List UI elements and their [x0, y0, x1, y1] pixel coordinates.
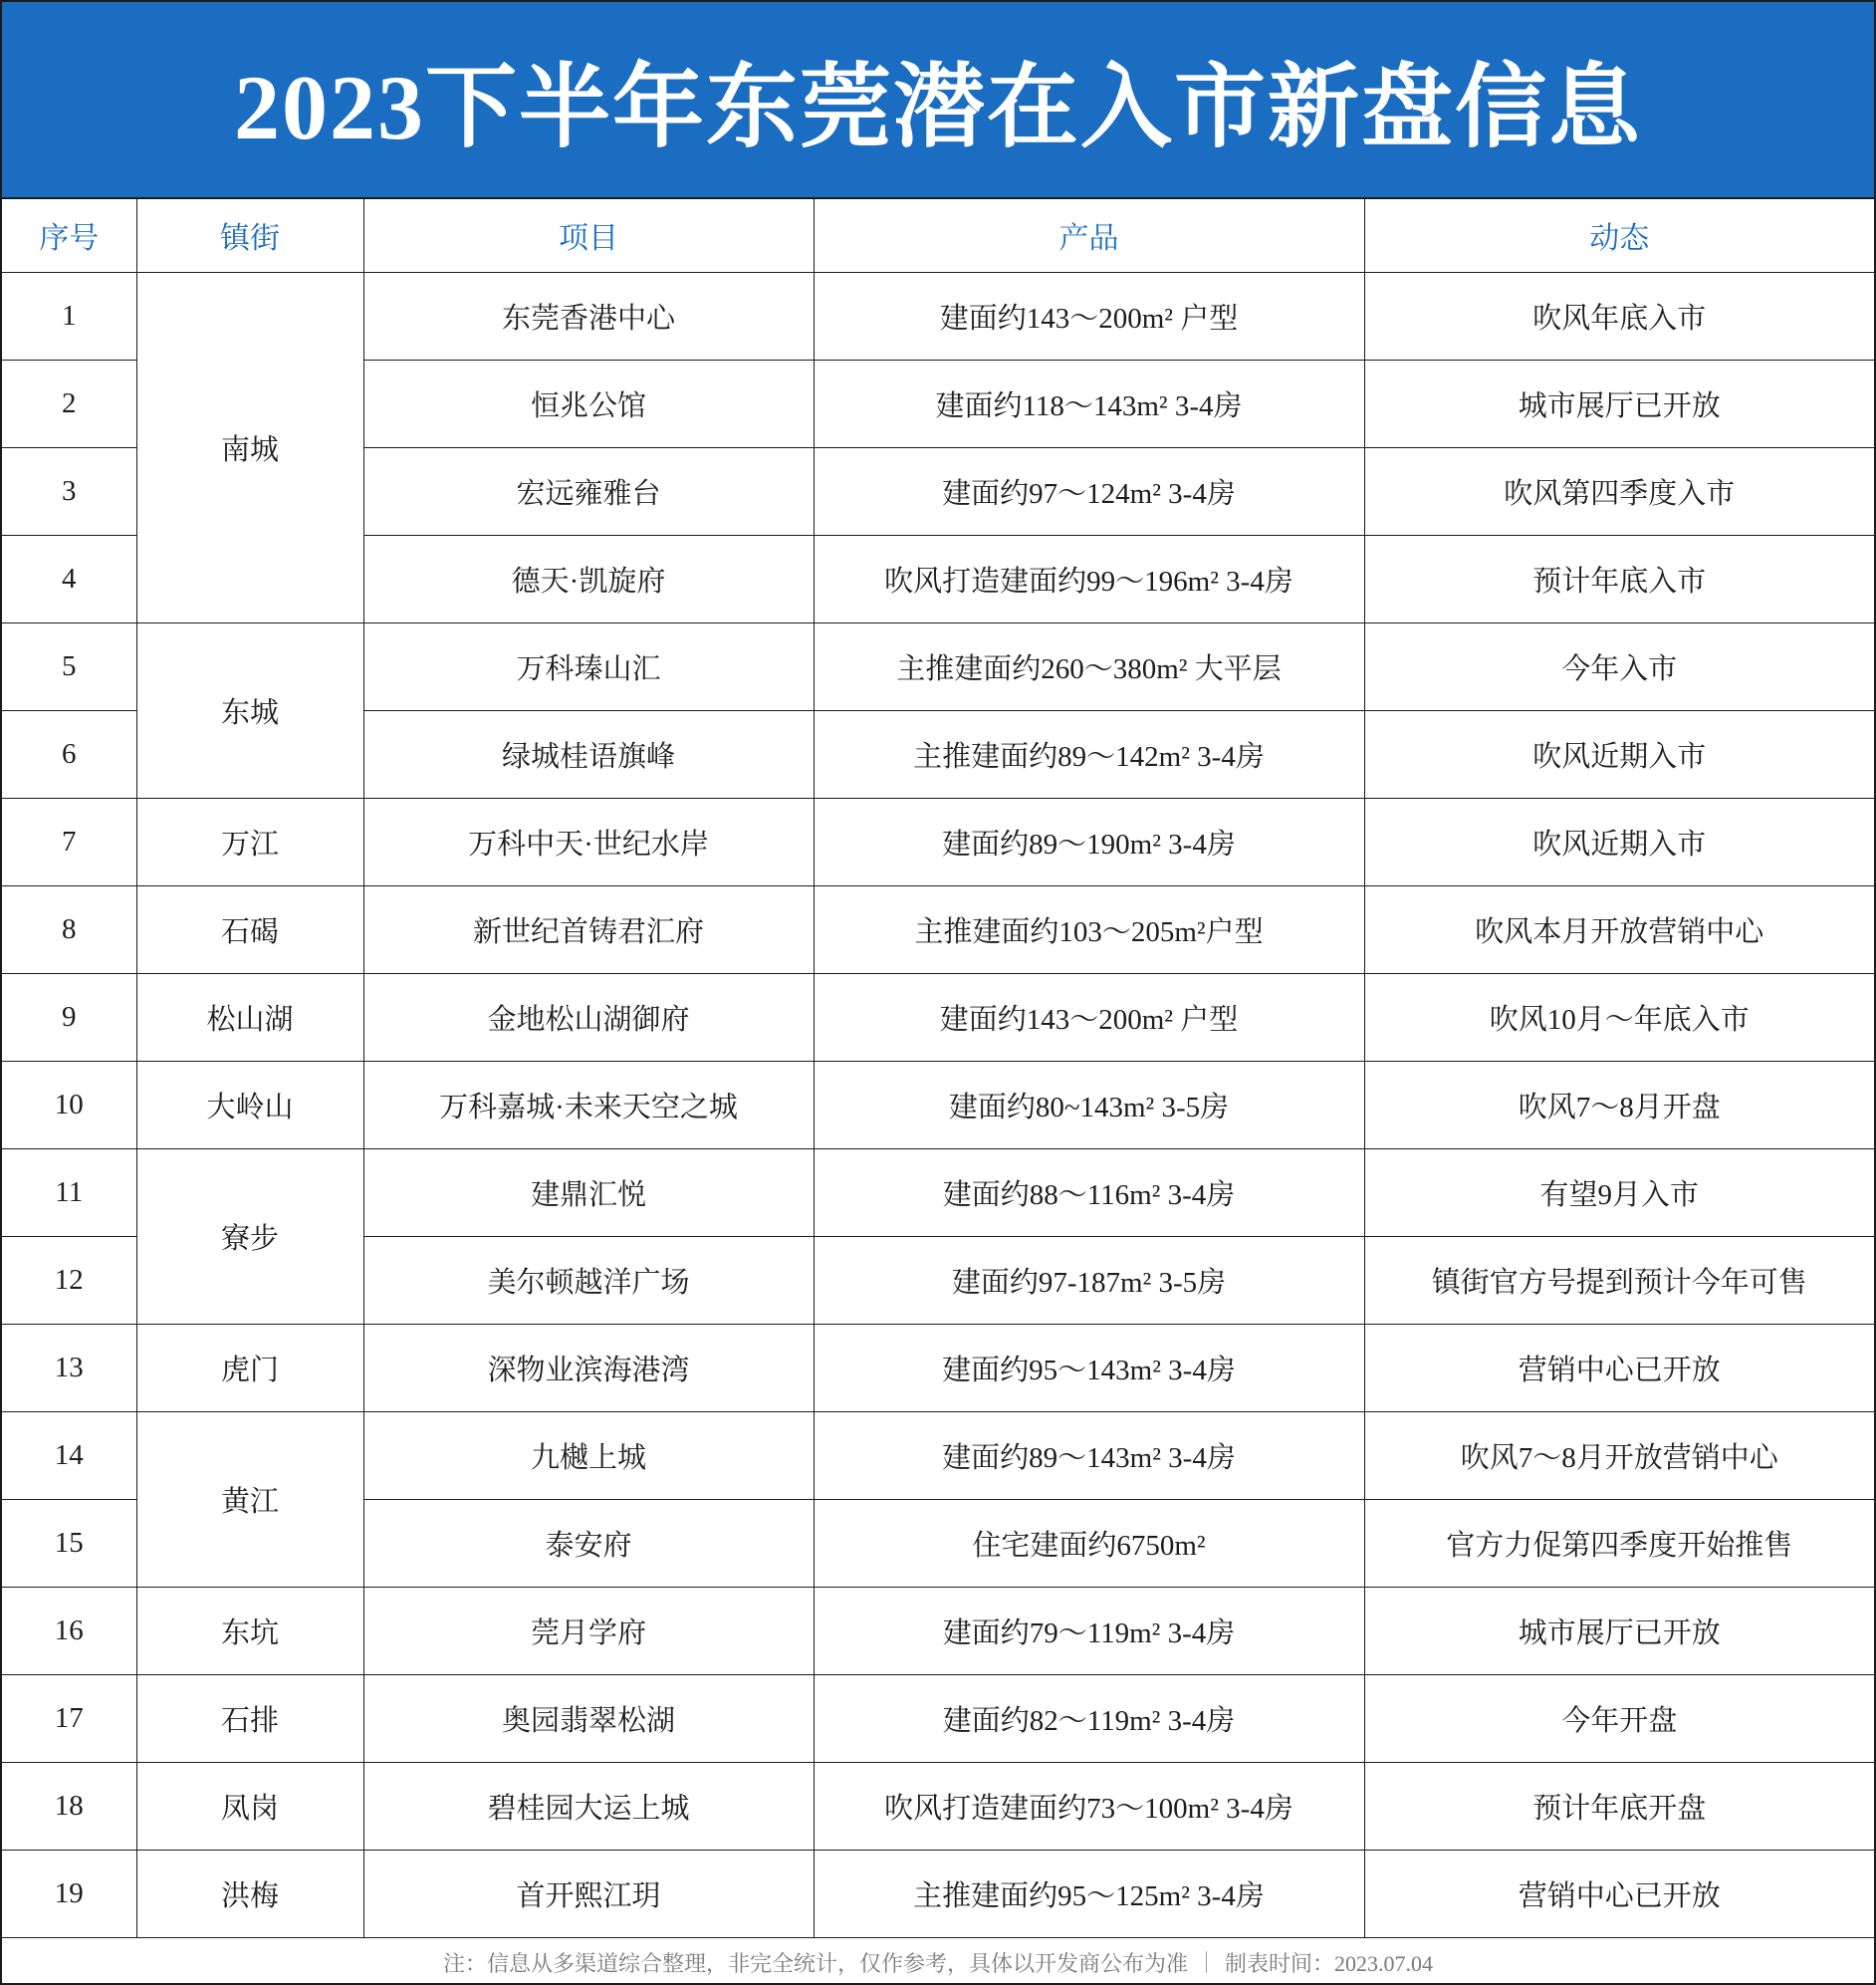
- cell-project: 万科中天·世纪水岸: [363, 799, 814, 886]
- cell-status: 营销中心已开放: [1364, 1851, 1874, 1938]
- cell-product: 建面约143～200m² 户型: [814, 273, 1364, 361]
- cell-status: 官方力促第四季度开始推售: [1364, 1500, 1874, 1588]
- cell-town: 虎门: [136, 1325, 363, 1412]
- cell-no: 6: [2, 711, 136, 799]
- table-row: [2, 1851, 1874, 1938]
- table-row: [2, 273, 1874, 361]
- cell-no: 1: [2, 273, 136, 361]
- cell-project: 碧桂园大运上城: [363, 1763, 814, 1851]
- cell-town: 黄江: [136, 1412, 363, 1588]
- header-town: 镇街: [136, 197, 363, 273]
- cell-status: 吹风近期入市: [1364, 711, 1874, 799]
- cell-town: 南城: [136, 273, 363, 623]
- cell-product: 主推建面约95～125m² 3-4房: [814, 1851, 1364, 1938]
- cell-no: 7: [2, 799, 136, 886]
- cell-status: 有望9月入市: [1364, 1149, 1874, 1237]
- listings-table: [2, 197, 1874, 1938]
- cell-status: 吹风第四季度入市: [1364, 448, 1874, 536]
- cell-project: 恒兆公馆: [363, 361, 814, 448]
- cell-project: 德天·凯旋府: [363, 536, 814, 623]
- cell-product: 建面约118～143m² 3-4房: [814, 361, 1364, 448]
- cell-project: 建鼎汇悦: [363, 1149, 814, 1237]
- table-header-row: [2, 197, 1874, 273]
- cell-no: 2: [2, 361, 136, 448]
- footnote: [2, 1942, 1874, 1982]
- cell-status: 吹风近期入市: [1364, 799, 1874, 886]
- cell-product: 主推建面约260～380m² 大平层: [814, 623, 1364, 711]
- cell-status: 吹风年底入市: [1364, 273, 1874, 361]
- cell-status: 今年开盘: [1364, 1675, 1874, 1763]
- cell-project: 莞月学府: [363, 1588, 814, 1675]
- cell-project: 东莞香港中心: [363, 273, 814, 361]
- cell-no: 9: [2, 974, 136, 1062]
- cell-product: 吹风打造建面约99～196m² 3-4房: [814, 536, 1364, 623]
- cell-town: 万江: [136, 799, 363, 886]
- cell-product: 建面约143～200m² 户型: [814, 974, 1364, 1062]
- cell-product: 建面约97-187m² 3-5房: [814, 1237, 1364, 1325]
- cell-status: 城市展厅已开放: [1364, 361, 1874, 448]
- table-row: [2, 1588, 1874, 1675]
- cell-product: 建面约97～124m² 3-4房: [814, 448, 1364, 536]
- table-row: [2, 886, 1874, 974]
- cell-no: 12: [2, 1237, 136, 1325]
- cell-project: 泰安府: [363, 1500, 814, 1588]
- cell-project: 万科嘉城·未来天空之城: [363, 1062, 814, 1149]
- header-no: 序号: [2, 197, 136, 273]
- header-status: 动态: [1364, 197, 1874, 273]
- cell-town: 东坑: [136, 1588, 363, 1675]
- table-row: [2, 799, 1874, 886]
- cell-project: 奥园翡翠松湖: [363, 1675, 814, 1763]
- cell-status: 城市展厅已开放: [1364, 1588, 1874, 1675]
- cell-town: 松山湖: [136, 974, 363, 1062]
- cell-no: 17: [2, 1675, 136, 1763]
- header-product: 产品: [814, 197, 1364, 273]
- cell-project: 新世纪首铸君汇府: [363, 886, 814, 974]
- cell-project: 首开熙江玥: [363, 1851, 814, 1938]
- cell-no: 4: [2, 536, 136, 623]
- page-title: 2023下半年东莞潜在入市新盘信息: [233, 57, 1642, 158]
- cell-status: 营销中心已开放: [1364, 1325, 1874, 1412]
- header-project: 项目: [363, 197, 814, 273]
- cell-town: 石排: [136, 1675, 363, 1763]
- cell-product: 建面约95～143m² 3-4房: [814, 1325, 1364, 1412]
- cell-town: 东城: [136, 623, 363, 799]
- cell-project: 九樾上城: [363, 1412, 814, 1500]
- cell-project: 宏远雍雅台: [363, 448, 814, 536]
- cell-product: 主推建面约103～205m²户型: [814, 886, 1364, 974]
- cell-product: 建面约89～143m² 3-4房: [814, 1412, 1364, 1500]
- cell-town: 洪梅: [136, 1851, 363, 1938]
- cell-status: 镇街官方号提到预计今年可售: [1364, 1237, 1874, 1325]
- cell-town: 凤岗: [136, 1763, 363, 1851]
- table-row: [2, 1763, 1874, 1851]
- table-row: [2, 974, 1874, 1062]
- cell-product: 建面约89～190m² 3-4房: [814, 799, 1364, 886]
- cell-no: 11: [2, 1149, 136, 1237]
- cell-no: 13: [2, 1325, 136, 1412]
- cell-product: 住宅建面约6750m²: [814, 1500, 1364, 1588]
- table-row: [2, 1149, 1874, 1237]
- cell-status: 今年入市: [1364, 623, 1874, 711]
- table-row: [2, 1412, 1874, 1500]
- title-banner: [2, 2, 1874, 199]
- cell-product: 建面约80~143m² 3-5房: [814, 1062, 1364, 1149]
- table-row: [2, 1675, 1874, 1763]
- cell-product: 建面约79～119m² 3-4房: [814, 1588, 1364, 1675]
- cell-no: 16: [2, 1588, 136, 1675]
- cell-no: 19: [2, 1851, 136, 1938]
- cell-no: 10: [2, 1062, 136, 1149]
- footnote-note: 注：信息从多渠道综合整理，非完全统计，仅作参考，具体以开发商公布为准: [442, 1950, 1188, 1976]
- cell-project: 深物业滨海港湾: [363, 1325, 814, 1412]
- cell-project: 金地松山湖御府: [363, 974, 814, 1062]
- cell-no: 14: [2, 1412, 136, 1500]
- cell-product: 建面约88～116m² 3-4房: [814, 1149, 1364, 1237]
- cell-town: 大岭山: [136, 1062, 363, 1149]
- cell-town: 寮步: [136, 1149, 363, 1325]
- cell-project: 万科瑧山汇: [363, 623, 814, 711]
- cell-no: 18: [2, 1763, 136, 1851]
- footnote-divider: [1206, 1951, 1207, 1973]
- cell-project: 美尔顿越洋广场: [363, 1237, 814, 1325]
- cell-status: 吹风本月开放营销中心: [1364, 886, 1874, 974]
- table-row: [2, 1325, 1874, 1412]
- table-row: [2, 623, 1874, 711]
- cell-project: 绿城桂语旗峰: [363, 711, 814, 799]
- cell-town: 石碣: [136, 886, 363, 974]
- table-body: [2, 273, 1874, 1938]
- cell-status: 吹风7～8月开盘: [1364, 1062, 1874, 1149]
- cell-product: 建面约82～119m² 3-4房: [814, 1675, 1364, 1763]
- footnote-made-time: 制表时间：2023.07.04: [1225, 1950, 1434, 1976]
- table-row: [2, 1062, 1874, 1149]
- cell-status: 预计年底开盘: [1364, 1763, 1874, 1851]
- cell-no: 5: [2, 623, 136, 711]
- cell-no: 8: [2, 886, 136, 974]
- cell-status: 预计年底入市: [1364, 536, 1874, 623]
- cell-no: 3: [2, 448, 136, 536]
- cell-no: 15: [2, 1500, 136, 1588]
- cell-status: 吹风7～8月开放营销中心: [1364, 1412, 1874, 1500]
- cell-status: 吹风10月～年底入市: [1364, 974, 1874, 1062]
- cell-product: 吹风打造建面约73～100m² 3-4房: [814, 1763, 1364, 1851]
- cell-product: 主推建面约89～142m² 3-4房: [814, 711, 1364, 799]
